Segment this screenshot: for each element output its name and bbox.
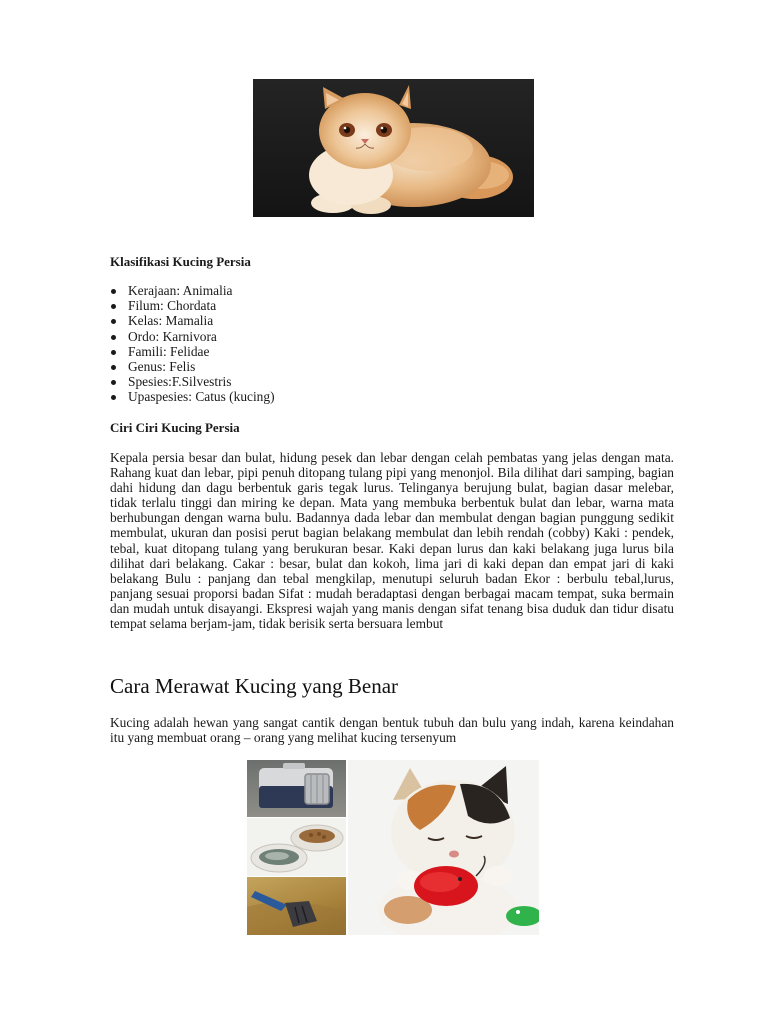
litter-scoop-image bbox=[247, 877, 346, 935]
characteristics-heading: Ciri Ciri Kucing Persia bbox=[110, 420, 240, 435]
list-item: Famili: Felidae bbox=[110, 344, 275, 359]
care-heading: Cara Merawat Kucing yang Benar bbox=[110, 674, 399, 698]
classification-list bbox=[110, 283, 275, 405]
list-item: Genus: Felis bbox=[110, 359, 275, 374]
persian-cat-photo bbox=[253, 79, 534, 217]
list-item: Filum: Chordata bbox=[110, 298, 275, 313]
kitten-with-toy-image bbox=[348, 760, 539, 935]
list-item: Spesies:F.Silvestris bbox=[110, 374, 275, 389]
list-item: Ordo: Karnivora bbox=[110, 329, 275, 344]
classification-heading: Klasifikasi Kucing Persia bbox=[110, 254, 251, 269]
persian-cat-illustration bbox=[253, 79, 534, 217]
care-paragraph: Kucing adalah hewan yang sangat cantik dengan bentuk tubuh dan bulu yang indah, karena keindahan itu yang membuat orang – orang yang melihat kucing tersenyum bbox=[110, 715, 674, 746]
characteristics-paragraph: Kepala persia besar dan bulat, hidung pesek dan lebar dengan celah pembatas yang jelas dengan mata. Rahang kuat dan lebar, pipi penuh ditopang tulang pipi yang menonjol. Bila dilihat dari samping, bagian dahi hidung dan dagu berbentuk garis tegak lurus. Telinganya berujung bulat, bagian dasar melebar, tidak terlalu tinggi dan miring ke depan. Mata yang membuka berbentuk bulat dan lebar, warna mata berhubungan dengan warna bulu. Badannya dada lebar dan membulat dengan bagian punggung sedikit membulat, ukuran dan posisi perut bagian belakang membulat dan lebih rendah (cobby) Kaki : pendek, tebal, kuat ditopang tulang yang berukuran besar. Kaki depan lurus dan kaki belakang juga lurus bila dilihat dari belakang. Cakar : besar, bulat dan kokoh, lima jari di kaki depan dan empat jari di kaki belakang Bulu : panjang dan tebal mengkilap, menutupi seluruh badan Ekor : berbulu tebal,lurus, panjang sesuai proporsi badan Sifat : mudah beradaptasi dengan berbagai macam tempat, suka bermain dan mudah untuk disayangi. Ekspresi wajah yang manis dengan sifat tenang bisa duduk dan tidur disatu tempat selama berjam-jam, tidak berisik serta bersuara lembut bbox=[110, 450, 674, 632]
food-bowls-image bbox=[247, 818, 346, 876]
list-item: Kelas: Mamalia bbox=[110, 313, 275, 328]
cat-care-collage bbox=[247, 760, 539, 935]
list-item: Kerajaan: Animalia bbox=[110, 283, 275, 298]
list-item: Upaspesies: Catus (kucing) bbox=[110, 389, 275, 404]
pet-carrier-image bbox=[247, 760, 346, 817]
